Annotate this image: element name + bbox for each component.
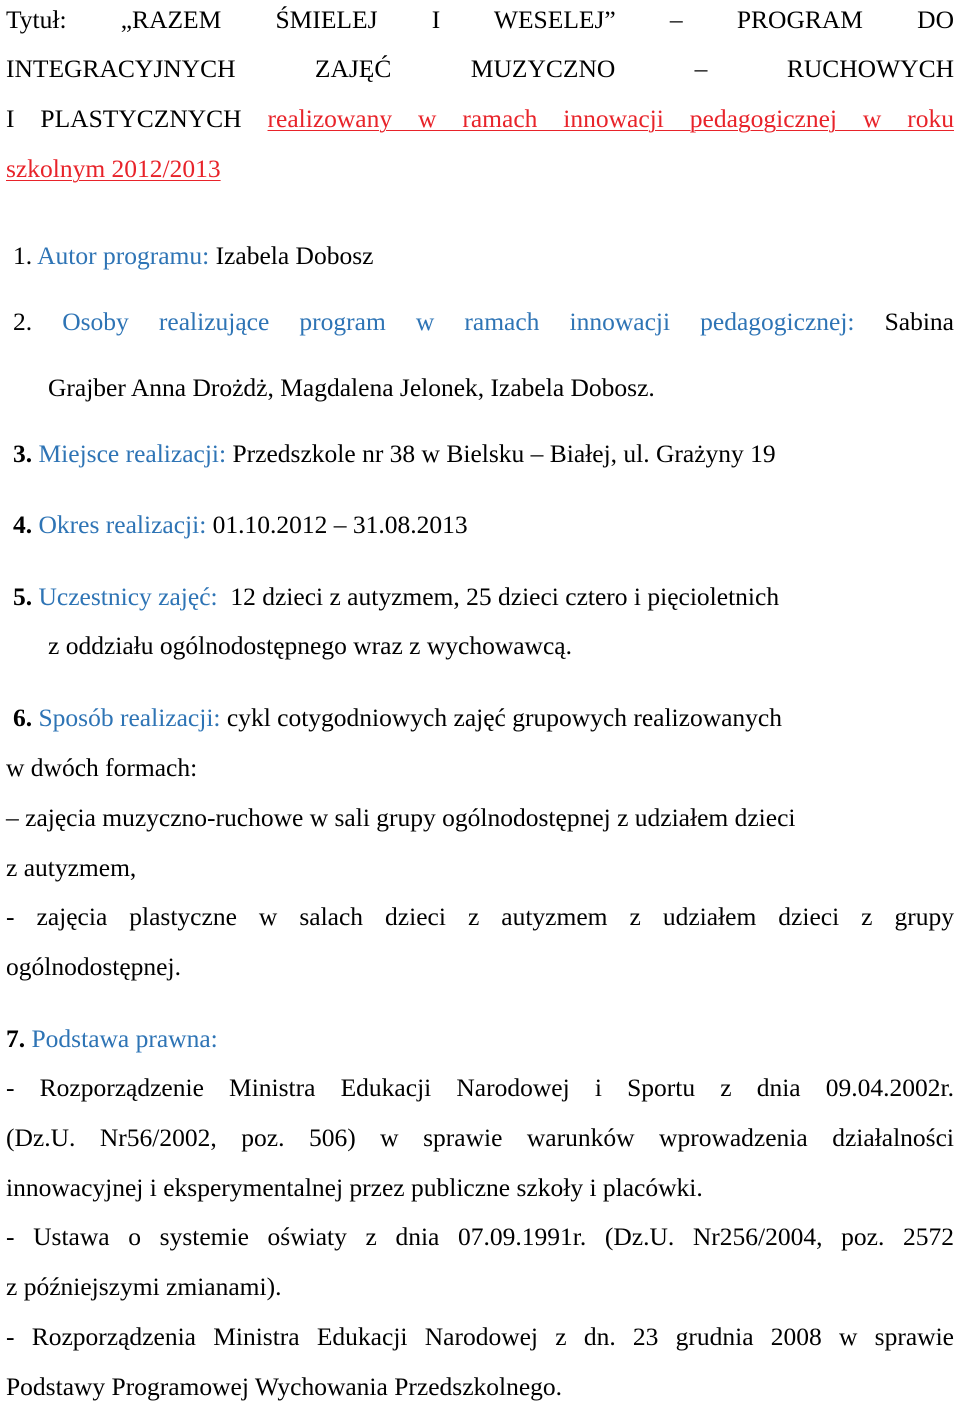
legal-line-1: - Rozporządzenie Ministra Edukacji Narodowej i Sportu z dnia 09.04.2002r. bbox=[6, 1073, 954, 1102]
item-1 bbox=[13, 241, 960, 271]
title-red-year: szkolnym 2012/2013 bbox=[6, 154, 221, 183]
item-number: 2. bbox=[13, 307, 33, 336]
item-number: 7. bbox=[6, 1024, 26, 1053]
item-6-continuation: w dwóch formach: bbox=[6, 753, 198, 782]
legal-line-6: - Rozporządzenia Ministra Edukacji Narodowej z dn. 23 grudnia 2008 w sprawie bbox=[6, 1322, 954, 1351]
form-line-4: ogólnodostępnej. bbox=[6, 952, 181, 981]
form-line-1: – zajęcia muzyczno-ruchowe w sali grupy ogólnodostępnej z udziałem dzieci bbox=[6, 803, 796, 832]
title-black-part: I PLASTYCZNYCH bbox=[6, 104, 242, 133]
title-line-4 bbox=[6, 154, 954, 184]
form-line-2: z autyzmem, bbox=[6, 853, 137, 882]
legal-line-5: z późniejszymi zmianami). bbox=[6, 1272, 282, 1301]
item-5-continuation: z oddziału ogólnodostępnego wraz z wychowawcą. bbox=[48, 631, 572, 660]
item-number: 3. bbox=[13, 439, 33, 468]
legal-line-7: Podstawy Programowej Wychowania Przedszkolnego. bbox=[6, 1372, 563, 1401]
item-label: Osoby realizujące program w ramach innowacji pedagogicznej: bbox=[62, 307, 855, 336]
item-text: Izabela Dobosz bbox=[215, 241, 374, 270]
item-3 bbox=[13, 439, 960, 469]
item-4 bbox=[13, 510, 960, 540]
item-5 bbox=[13, 582, 960, 612]
item-label: Sposób realizacji: bbox=[38, 703, 221, 732]
item-2 bbox=[13, 307, 954, 337]
item-6 bbox=[13, 703, 960, 733]
item-label: Podstawa prawna: bbox=[31, 1024, 218, 1053]
legal-line-3: innowacyjnej i eksperymentalnej przez publiczne szkoły i placówki. bbox=[6, 1173, 703, 1202]
item-text: Sabina bbox=[884, 307, 954, 336]
title-line-3 bbox=[6, 104, 954, 134]
title-line-1: Tytuł: „RAZEM ŚMIELEJ I WESELEJ” – PROGRAM DO bbox=[6, 5, 954, 34]
item-text: 12 dzieci z autyzmem, 25 dzieci cztero i pięcioletnich bbox=[230, 582, 780, 611]
legal-line-4: - Ustawa o systemie oświaty z dnia 07.09.1991r. (Dz.U. Nr256/2004, poz. 2572 bbox=[6, 1222, 954, 1251]
item-text: cykl cotygodniowych zajęć grupowych realizowanych bbox=[226, 703, 782, 732]
item-7 bbox=[6, 1024, 954, 1054]
item-label: Uczestnicy zajęć: bbox=[38, 582, 218, 611]
title-red-part: realizowany w ramach innowacji pedagogicznej w roku bbox=[267, 104, 954, 133]
item-label: Okres realizacji: bbox=[38, 510, 207, 539]
item-label: Autor programu: bbox=[37, 241, 210, 270]
item-number: 4. bbox=[13, 510, 33, 539]
item-text: Przedszkole nr 38 w Bielsku – Białej, ul. Grażyny 19 bbox=[232, 439, 776, 468]
legal-line-2: (Dz.U. Nr56/2002, poz. 506) w sprawie warunków wprowadzenia działalności bbox=[6, 1123, 954, 1152]
item-text: 01.10.2012 – 31.08.2013 bbox=[212, 510, 468, 539]
form-line-3: - zajęcia plastyczne w salach dzieci z autyzmem z udziałem dzieci z grupy bbox=[6, 902, 954, 931]
item-number: 1. bbox=[13, 241, 33, 270]
item-number: 5. bbox=[13, 582, 33, 611]
item-label: Miejsce realizacji: bbox=[38, 439, 227, 468]
title-line-2: INTEGRACYJNYCH ZAJĘĆ MUZYCZNO – RUCHOWYCH bbox=[6, 54, 954, 83]
item-number: 6. bbox=[13, 703, 33, 732]
item-2-continuation: Grajber Anna Drożdż, Magdalena Jelonek, Izabela Dobosz. bbox=[48, 373, 655, 402]
